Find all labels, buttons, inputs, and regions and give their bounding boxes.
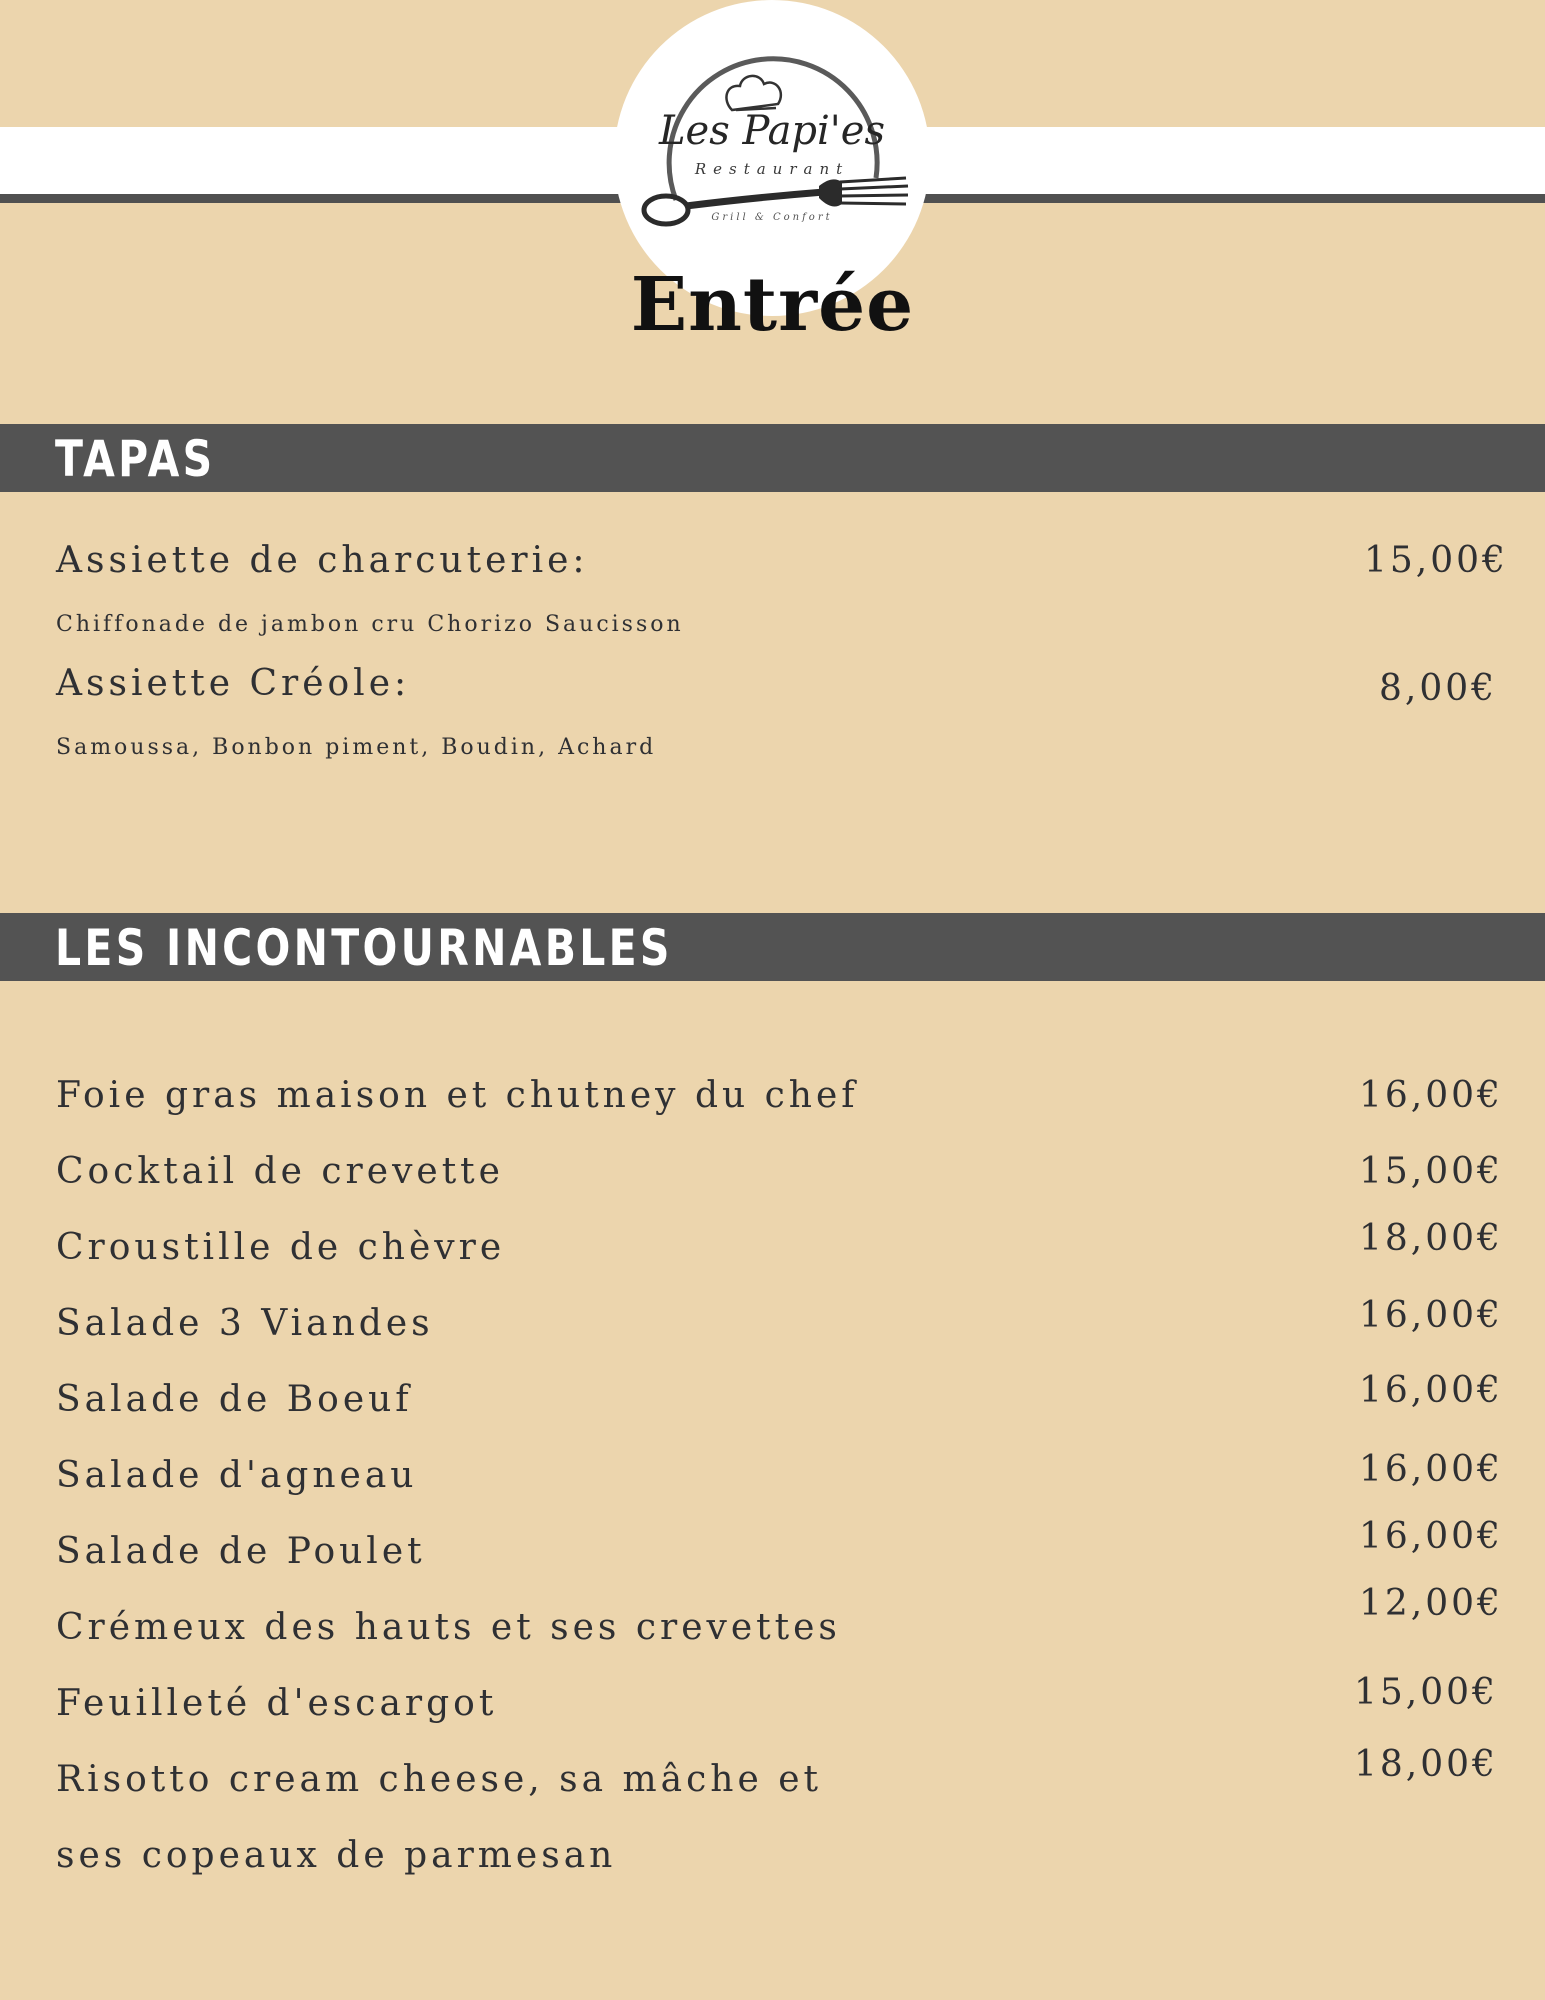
menu-item-price: 16,00€ xyxy=(1359,1370,1503,1411)
menu-item-price: 18,00€ xyxy=(1354,1744,1498,1785)
menu-item-price: 16,00€ xyxy=(1359,1516,1503,1557)
menu-item-name: Croustille de chèvre xyxy=(56,1227,506,1268)
section-title: LES INCONTOURNABLES xyxy=(55,919,673,977)
menu-item-price: 15,00€ xyxy=(1354,1672,1498,1713)
chef-hat-icon xyxy=(726,76,780,110)
logo-subtitle: Restaurant xyxy=(694,160,850,178)
menu-item-price: 15,00€ xyxy=(1359,1151,1503,1192)
section-header-tapas xyxy=(0,424,1545,492)
section-title: TAPAS xyxy=(55,430,216,488)
menu-item-name: Risotto cream cheese, sa mâche et xyxy=(56,1759,823,1800)
menu-item-description: Chiffonade de jambon cru Chorizo Saucisson xyxy=(56,612,684,637)
page-title: Entrée xyxy=(630,262,915,348)
menu-item-price: 18,00€ xyxy=(1359,1218,1503,1259)
menu-item-name: Crémeux des hauts et ses crevettes xyxy=(56,1607,841,1648)
menu-item-price: 8,00€ xyxy=(1379,668,1498,709)
menu-item-description: Samoussa, Bonbon piment, Boudin, Achard xyxy=(56,735,657,760)
menu-item-name: Salade d'agneau xyxy=(56,1455,418,1496)
logo-tagline: Grill & Confort xyxy=(711,212,833,223)
logo-name: Les Papi'es xyxy=(658,108,886,154)
menu-item-name-continued: ses copeaux de parmesan xyxy=(56,1835,617,1876)
menu-item-price: 15,00€ xyxy=(1364,540,1508,581)
menu-item-name: Salade 3 Viandes xyxy=(56,1303,434,1344)
menu-item-price: 16,00€ xyxy=(1359,1449,1503,1490)
menu-item-name: Salade de Poulet xyxy=(56,1531,426,1572)
menu-item-name: Salade de Boeuf xyxy=(56,1379,413,1420)
section-header-incontournables xyxy=(0,913,1545,981)
menu-item-name: Assiette de charcuterie: xyxy=(56,540,589,581)
menu-item-name: Feuilleté d'escargot xyxy=(56,1683,498,1724)
menu-item-price: 16,00€ xyxy=(1359,1295,1503,1336)
menu-item-name: Foie gras maison et chutney du chef xyxy=(56,1075,859,1116)
menu-item-price: 16,00€ xyxy=(1359,1075,1503,1116)
menu-item-name: Assiette Créole: xyxy=(56,663,411,704)
menu-item-price: 12,00€ xyxy=(1359,1583,1503,1624)
menu-item-name: Cocktail de crevette xyxy=(56,1151,504,1192)
